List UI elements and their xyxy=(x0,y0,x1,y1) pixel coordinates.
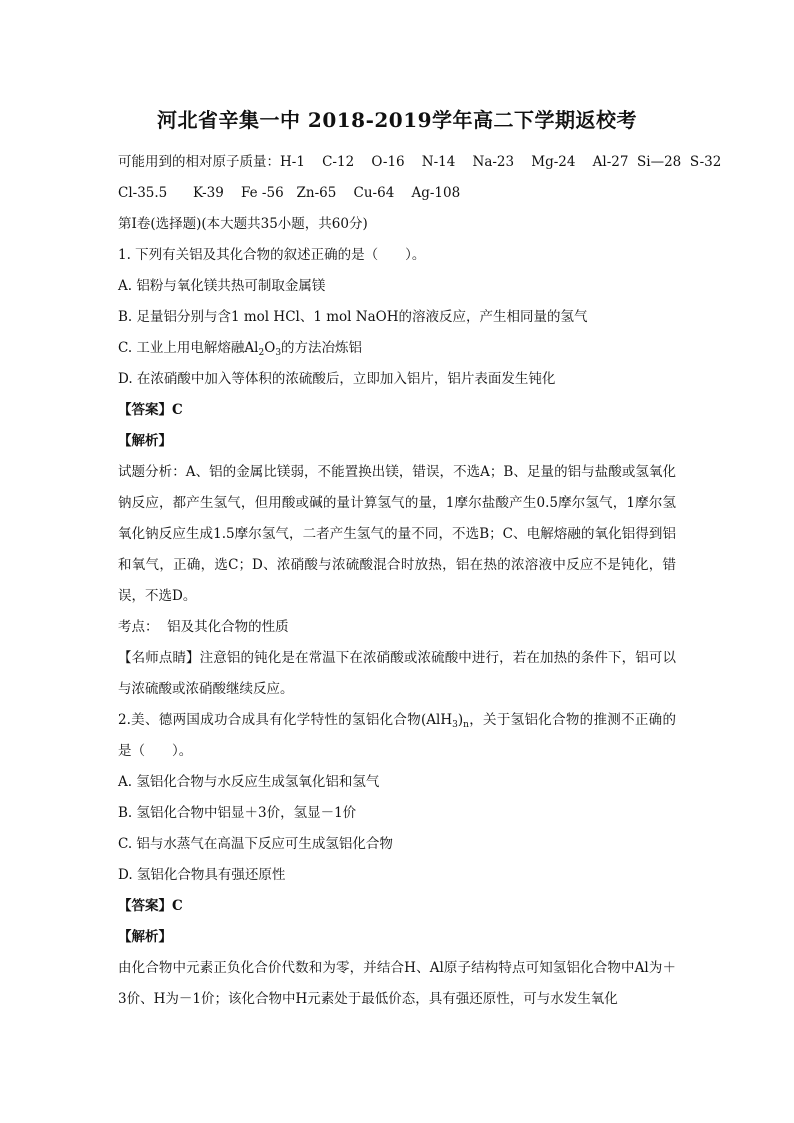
analysis-text: 试题分析：A、铝的金属比镁弱，不能置换出镁，错误，不选A；B、足量的铝与盐酸或氢氧化钠反应，都产生氢气，但用酸或碱的量计算氢气的量，1摩尔盐酸产生0.5摩尔氢气，1摩尔氢氧化钠反应生成1.5摩尔氢气，二者产生氢气的量不同，不选B；C、电解熔融的氧化铝得到铝和氧气，正确，选C；D、浓硝酸与浓硫酸混合时放热，铝在热的浓溶液中反应不是钝化，错误，不选D。 xyxy=(118,464,676,604)
question-2 xyxy=(118,705,676,1015)
option-c-text-mid: O xyxy=(264,340,276,356)
analysis-label: 【解析】 xyxy=(118,929,172,945)
stem-text-post: ，关于氢铝化合物的推测不正确的是（ ）。 xyxy=(118,712,676,759)
option-d: D. 氢铝化合物具有强还原性 xyxy=(118,867,286,883)
option-a: A. 氢铝化合物与水反应生成氢氧化铝和氢气 xyxy=(118,774,380,790)
subscript: 3 xyxy=(452,720,458,730)
subscript: 3 xyxy=(275,348,282,358)
answer: 【答案】C xyxy=(118,402,183,418)
subscript: 2 xyxy=(258,348,265,358)
teacher-tip: 【名师点睛】注意铝的钝化是在常温下在浓硝酸或浓硫酸中进行，若在加热的条件下，铝可以与浓硫酸或浓硝酸继续反应。 xyxy=(118,650,676,697)
option-c-text-pre: C. 工业上用电解熔融Al xyxy=(118,340,259,356)
analysis-text: 由化合物中元素正负化合价代数和为零，并结合H、Al原子结构特点可知氢铝化合物中Al为＋3价、H为－1价；该化合物中H元素处于最低价态，具有强还原性，可与水发生氧化 xyxy=(118,960,676,1007)
option-b: B. 足量铝分别与含1 mol HCl、1 mol NaOH的溶液反应，产生相同量的氢气 xyxy=(118,309,588,325)
option-c-text-post: 的方法冶炼铝 xyxy=(281,340,363,356)
question-stem: 1. 下列有关铝及其化合物的叙述正确的是（ ）。 xyxy=(118,247,426,263)
page-title: 河北省辛集一中 2018-2019学年高二下学期返校考 xyxy=(156,108,638,132)
option-c xyxy=(118,333,676,364)
stem-text-mid: ) xyxy=(457,712,464,728)
analysis-label: 【解析】 xyxy=(118,433,172,449)
option-b: B. 氢铝化合物中铝显＋3价，氢显－1价 xyxy=(118,805,357,821)
option-c: C. 铝与水蒸气在高温下反应可生成氢铝化合物 xyxy=(118,836,393,852)
answer: 【答案】C xyxy=(118,898,183,914)
question-1 xyxy=(118,240,676,705)
subscript: n xyxy=(463,720,469,730)
kaodian: 考点： 铝及其化合物的性质 xyxy=(118,619,289,635)
section-header: 第Ⅰ卷(选择题)(本大题共35小题，共60分) xyxy=(118,216,368,232)
stem-text-pre: 2.美、德两国成功合成具有化学特性的氢铝化合物(AlH xyxy=(118,712,453,728)
question-stem xyxy=(118,705,676,767)
atomic-masses-line-2: Cl-35.5 K-39 Fe -56 Zn-65 Cu-64 Ag-108 xyxy=(118,185,461,201)
option-a: A. 铝粉与氧化镁共热可制取金属镁 xyxy=(118,278,326,294)
atomic-masses-line-1: 可能用到的相对原子质量：H-1 C-12 O-16 N-14 Na-23 Mg-24 Al-27 Si—28 S-32 xyxy=(118,154,722,170)
option-d: D. 在浓硝酸中加入等体积的浓硫酸后，立即加入铝片，铝片表面发生钝化 xyxy=(118,371,556,387)
